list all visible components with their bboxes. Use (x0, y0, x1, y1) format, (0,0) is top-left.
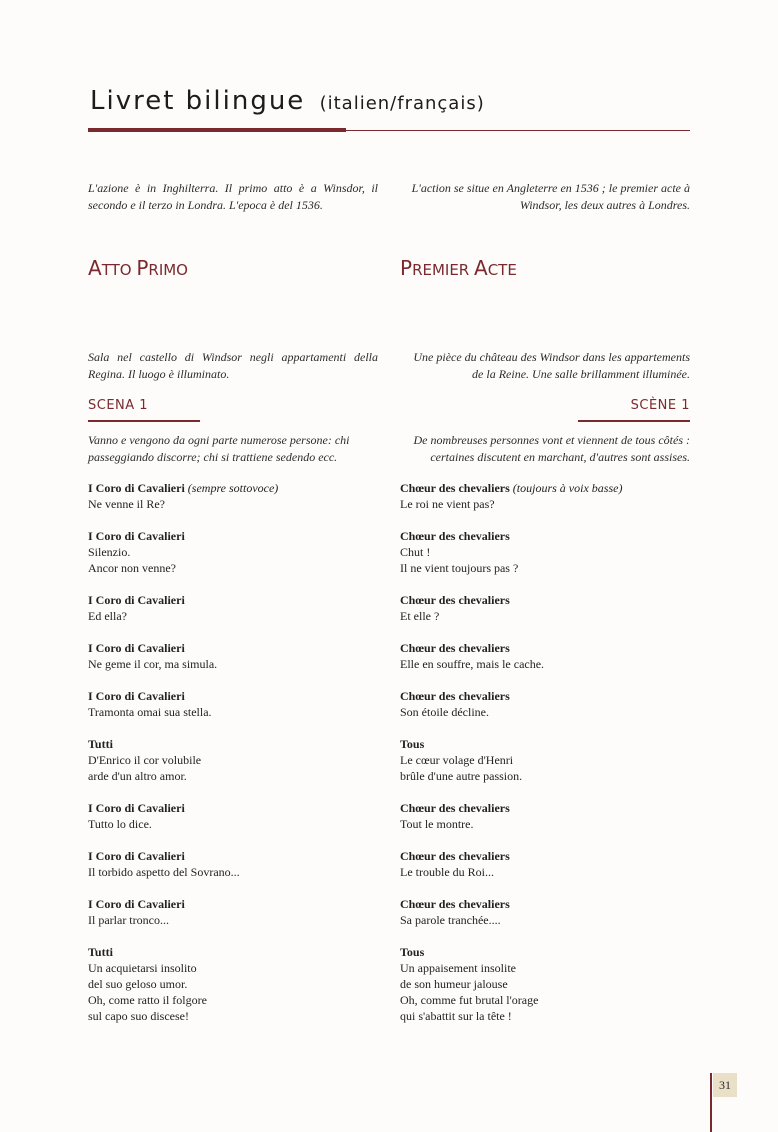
title-main: Livret bilingue (90, 86, 306, 116)
intro-french: L'action se situe en Angleterre en 1536 ; le premier acte à Windsor, les deux autres à Londres. (411, 181, 690, 212)
exchange-10-italian: Tutti Un acquietarsi insolito del suo geloso umor. Oh, come ratto il folgore sul capo suo discese! (88, 945, 207, 1023)
exchange-7-italian: I Coro di Cavalieri Tutto lo dice. (88, 801, 185, 831)
exchange-10-french: Tous Un appaisement insolite de son humeur jalouse Oh, comme fut brutal l'orage qui s'abattit sur la tête ! (400, 945, 539, 1023)
scene-rule-italian (88, 420, 200, 422)
intro-italian: L'azione è in Inghilterra. Il primo atto è a Winsdor, il secondo e il terzo in Londra. L'epoca è del 1536. (88, 181, 378, 212)
act-heading-french: PREMIER ACTE (400, 256, 517, 280)
scene-rule-french (578, 420, 690, 422)
exchange-8-french: Chœur des chevaliers Le trouble du Roi... (400, 849, 510, 879)
exchange-4-italian: I Coro di Cavalieri Ne geme il cor, ma simula. (88, 641, 218, 671)
scene-heading-italian: SCENA 1 (88, 398, 149, 413)
exchange-9-french: Chœur des chevaliers Sa parole tranchée.... (400, 897, 510, 927)
exchange-1-french: Chœur des chevaliers (toujours à voix basse) Le roi ne vient pas? (400, 481, 623, 511)
exchange-3-french: Chœur des chevaliers Et elle ? (400, 593, 510, 623)
page-title (90, 86, 485, 116)
exchange-2-italian: I Coro di Cavalieri Silenzio. Ancor non venne? (88, 529, 185, 575)
title-subtitle: (italien/français) (319, 93, 485, 114)
exchange-3-italian: I Coro di Cavalieri Ed ella? (88, 593, 185, 623)
exchange-6-french: Tous Le cœur volage d'Henri brûle d'une autre passion. (400, 737, 523, 783)
exchange-1-italian: I Coro di Cavalieri (sempre sottovoce) Ne venne il Re? (88, 481, 279, 511)
title-rule-accent (88, 128, 346, 132)
exchange-8-italian: I Coro di Cavalieri Il torbido aspetto del Sovrano... (88, 849, 240, 879)
exchange-7-french: Chœur des chevaliers Tout le montre. (400, 801, 510, 831)
exchange-9-italian: I Coro di Cavalieri Il parlar tronco... (88, 897, 185, 927)
exchange-2-french: Chœur des chevaliers Chut ! Il ne vient toujours pas ? (400, 529, 519, 575)
exchange-5-french: Chœur des chevaliers Son étoile décline. (400, 689, 510, 719)
act-heading-italian: ATTO PRIMO (88, 256, 188, 280)
setting-italian: Sala nel castello di Windsor negli appartamenti della Regina. Il luogo è illuminato. (88, 350, 378, 381)
setting-french: Une pièce du château des Windsor dans les appartements de la Reine. Une salle brillamment illuminée. (413, 350, 690, 381)
exchange-6-italian: Tutti D'Enrico il cor volubile arde d'un altro amor. (88, 737, 202, 783)
exchange-4-french: Chœur des chevaliers Elle en souffre, mais le cache. (400, 641, 545, 671)
page-number: 31 (719, 1078, 731, 1092)
stage-french: De nombreuses personnes vont et viennent de tous côtés : certaines discutent en marchant, d'autres sont assises. (413, 433, 690, 464)
exchange-5-italian: I Coro di Cavalieri Tramonta omai sua stella. (88, 689, 212, 719)
stage-italian: Vanno e vengono da ogni parte numerose persone: chi passeggiando discorre; chi si trattiene sedendo ecc. (88, 433, 350, 464)
scene-heading-french: SCÈNE 1 (630, 398, 690, 413)
page-number-bar (710, 1073, 712, 1132)
